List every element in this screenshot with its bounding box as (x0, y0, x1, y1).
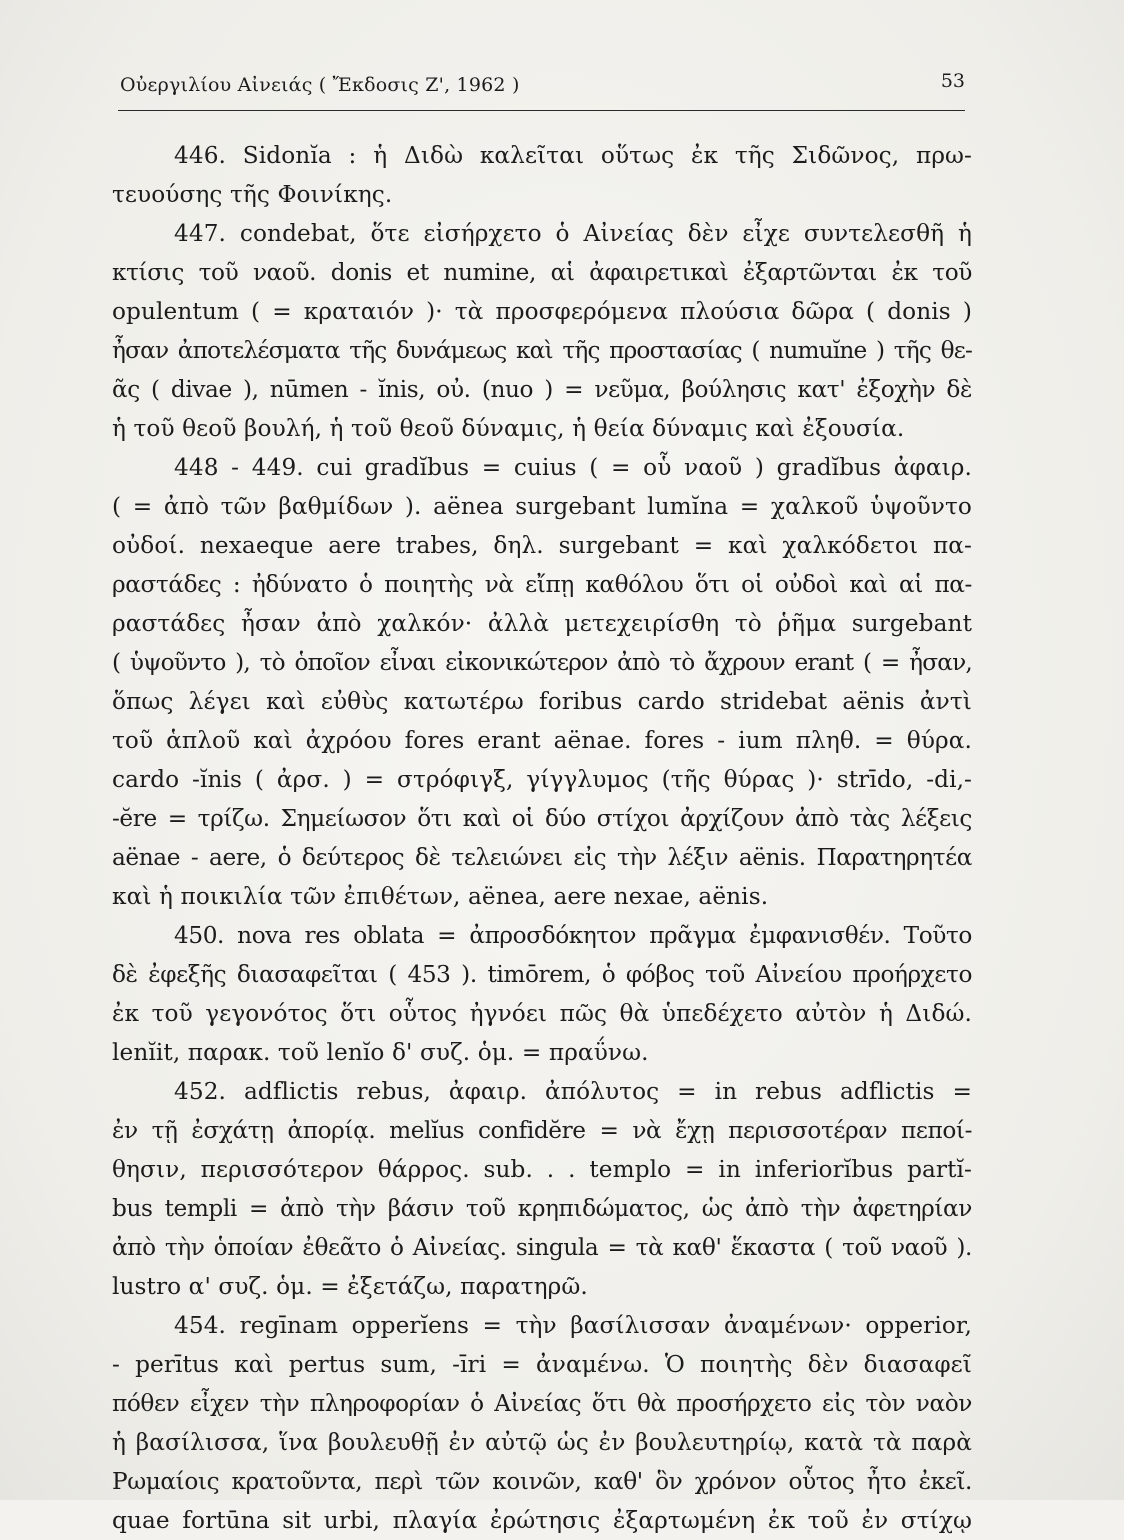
text-line: τοῦ ἁπλοῦ καὶ ἀχρόου fores erant aënae. fores - ium πληθ. = θύρα. (112, 727, 972, 754)
text-line: ἀπὸ τὴν ὁποίαν ἐθεᾶτο ὁ Αἰνείας. singula = τὰ καθ' ἕκαστα ( τοῦ ναοῦ ). (112, 1234, 972, 1261)
text-line: 454. regīnam opperĭens = τὴν βασίλισσαν ἀναμένων· opperior, (174, 1312, 972, 1339)
text-line: cardo -ĭnis ( ἀρσ. ) = στρόφιγξ, γίγγλυμος (τῆς θύρας )· strīdo, -di,- (112, 766, 972, 793)
text-line: καὶ ἡ ποικιλία τῶν ἐπιθέτων, aënea, aere nexae, aënis. (112, 883, 769, 910)
text-line: - perītus καὶ pertus sum, -īri = ἀναμένω. Ὁ ποιητὴς δὲν διασαφεῖ (112, 1351, 972, 1378)
text-line: lustro α' συζ. ὁμ. = ἐξετάζω, παρατηρῶ. (112, 1273, 588, 1300)
text-line: κτίσις τοῦ ναοῦ. donis et numine, αἱ ἀφαιρετικαὶ ἐξαρτῶνται ἐκ τοῦ (112, 259, 972, 286)
text-line: 446. Sidonĭa : ἡ Διδὼ καλεῖται οὕτως ἐκ τῆς Σιδῶνος, πρω- (174, 142, 972, 169)
text-line: 452. adflictis rebus, ἀφαιρ. ἀπόλυτος = in rebus adflictis = (174, 1078, 972, 1105)
page-number: 53 (940, 70, 965, 92)
header-rule (118, 110, 965, 111)
text-line: 448 - 449. cui gradĭbus = cuius ( = οὗ ναοῦ ) gradĭbus ἀφαιρ. (174, 454, 972, 481)
running-head: Οὐεργιλίου Αἰνειάς ( Ἔκδοσις Ζ', 1962 ) (120, 74, 520, 96)
text-line: ( ὑψοῦντο ), τὸ ὁποῖον εἶναι εἰκονικώτερον ἀπὸ τὸ ἄχρουν erant ( = ἦσαν, (112, 649, 972, 676)
text-line: πόθεν εἶχεν τὴν πληροφορίαν ὁ Αἰνείας ὅτι θὰ προσήρχετο εἰς τὸν ναὸν (112, 1390, 972, 1417)
text-line: ἡ βασίλισσα, ἵνα βουλευθῇ ἐν αὐτῷ ὡς ἐν βουλευτηρίῳ, κατὰ τὰ παρὰ (112, 1429, 972, 1456)
text-line: ( = ἀπὸ τῶν βαθμίδων ). aënea surgebant lumĭna = χαλκοῦ ὑψοῦντο (112, 493, 972, 520)
text-line: ᾶς ( divae ), nūmen - ĭnis, οὐ. (nuo ) = νεῦμα, βούλησις κατ' ἐξοχὴν δὲ (112, 376, 972, 403)
text-line: opulentum ( = κραταιόν )· τὰ προσφερόμενα πλούσια δῶρα ( donis ) (112, 298, 972, 325)
text-line: aënae - aere, ὁ δεύτερος δὲ τελειώνει εἰς τὴν λέξιν aënis. Παρατηρητέα (112, 844, 972, 871)
text-line: δὲ ἐφεξῆς διασαφεῖται ( 453 ). timōrem, ὁ φόβος τοῦ Αἰνείου προήρχετο (112, 961, 972, 988)
text-line: θησιν, περισσότερον θάρρος. sub. . . templo = in inferiorĭbus partĭ- (112, 1156, 972, 1183)
text-line: quae fortūna sit urbi, πλαγία ἐρώτησις ἐξαρτωμένη ἐκ τοῦ ἐν στίχῳ (112, 1507, 972, 1534)
text-line: ἡ τοῦ θεοῦ βουλή, ἡ τοῦ θεοῦ δύναμις, ἡ θεία δύναμις καὶ ἐξουσία. (112, 415, 905, 442)
text-line: τευούσης τῆς Φοινίκης. (112, 181, 393, 208)
text-line: ραστάδες : ἠδύνατο ὁ ποιητὴς νὰ εἴπῃ καθόλου ὅτι οἱ οὐδοὶ καὶ αἱ πα- (112, 571, 972, 598)
text-line: lenĭit, παρακ. τοῦ lenĭo δ' συζ. ὁμ. = πραΰνω. (112, 1039, 649, 1066)
text-line: bus templi = ἀπὸ τὴν βάσιν τοῦ κρηπιδώματος, ὡς ἀπὸ τὴν ἀφετηρίαν (112, 1195, 972, 1222)
page-header (120, 68, 965, 102)
text-line: -ĕre = τρίζω. Σημείωσον ὅτι καὶ οἱ δύο στίχοι ἀρχίζουν ἀπὸ τὰς λέξεις (112, 805, 972, 832)
text-line: 447. condebat, ὅτε εἰσήρχετο ὁ Αἰνείας δὲν εἶχε συντελεσθῆ ἡ (174, 220, 972, 247)
text-line: 450. nova res oblata = ἀπροσδόκητον πρᾶγμα ἐμφανισθέν. Τοῦτο (174, 922, 972, 949)
text-line: ὅπως λέγει καὶ εὐθὺς κατωτέρω foribus cardo stridebat aënis ἀντὶ (112, 688, 972, 715)
text-line: ραστάδες ἦσαν ἀπὸ χαλκόν· ἀλλὰ μετεχειρίσθη τὸ ῥῆμα surgebant (112, 610, 972, 637)
text-line: Ρωμαίοις κρατοῦντα, περὶ τῶν κοινῶν, καθ' ὃν χρόνον οὗτος ἦτο ἐκεῖ. (112, 1468, 972, 1495)
commentary-text (112, 136, 972, 1540)
text-line: ἦσαν ἀποτελέσματα τῆς δυνάμεως καὶ τῆς προστασίας ( numuĭne ) τῆς θε- (112, 337, 972, 364)
text-line: ἐν τῇ ἐσχάτῃ ἀπορίᾳ. melĭus confidĕre = νὰ ἔχῃ περισσοτέραν πεποί- (112, 1117, 972, 1144)
text-line: ἐκ τοῦ γεγονότος ὅτι οὗτος ἠγνόει πῶς θὰ ὑπεδέχετο αὐτὸν ἡ Διδώ. (112, 1000, 972, 1027)
text-line: οὐδοί. nexaeque aere trabes, δηλ. surgebant = καὶ χαλκόδετοι πα- (112, 532, 972, 559)
